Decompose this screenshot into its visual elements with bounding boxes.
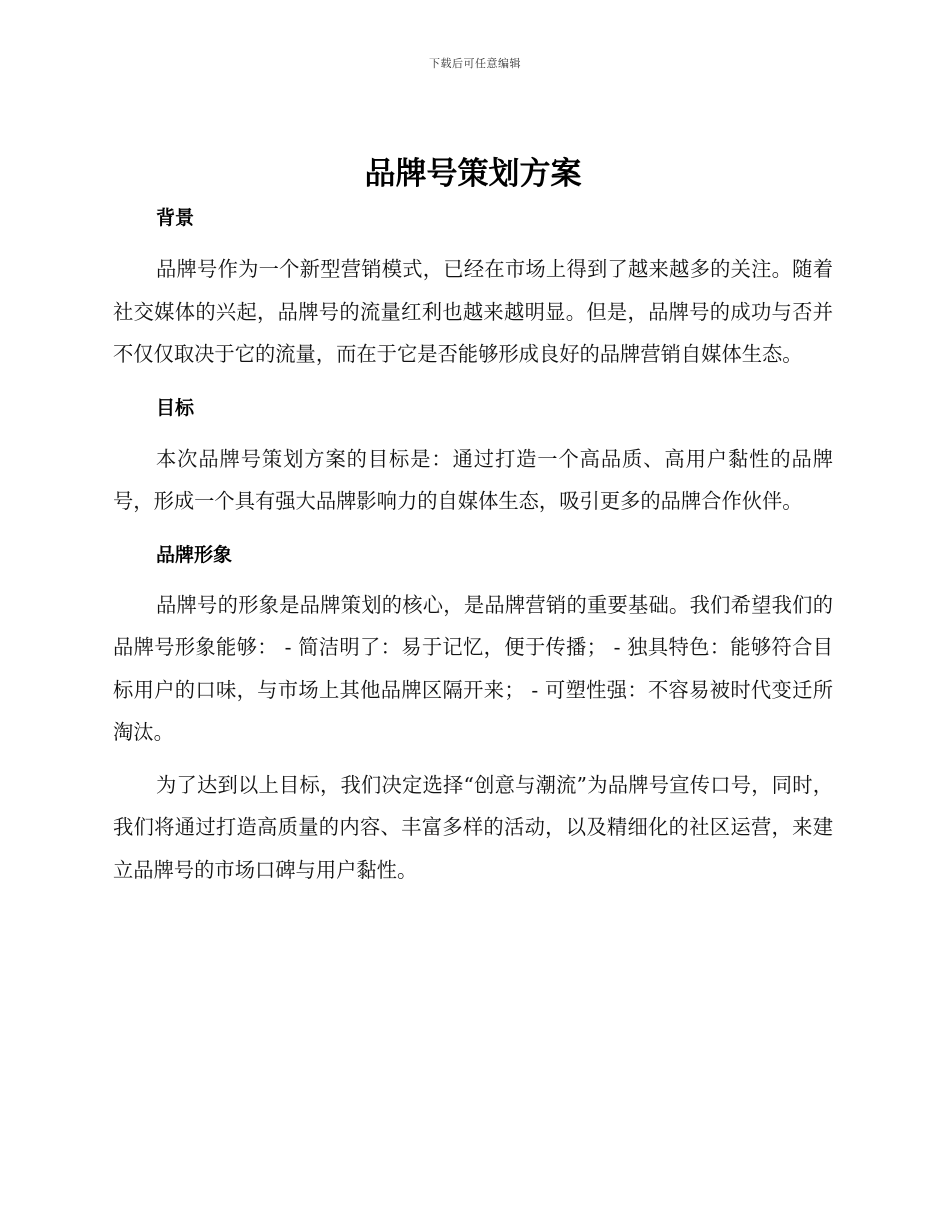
- paragraph-goal: 本次品牌号策划方案的目标是：通过打造一个高品质、高用户黏性的品牌号，形成一个具有强大品牌影响力的自媒体生态，吸引更多的品牌合作伙伴。: [113, 446, 833, 513]
- section-heading-brand-image: 品牌形象: [156, 543, 233, 566]
- section-heading-goal: 目标: [156, 396, 195, 419]
- paragraph-background: 品牌号作为一个新型营销模式，已经在市场上得到了越来越多的关注。随着社交媒体的兴起，品牌号的流量红利也越来越明显。但是，品牌号的成功与否并不仅仅取决于它的流量，而在于它是否能够形成良好的品牌营销自媒体生态。: [113, 257, 833, 366]
- document-body: [113, 150, 833, 891]
- section-heading-background: 背景: [156, 207, 195, 229]
- page-header-note: 下载后可任意编辑: [429, 57, 521, 70]
- paragraph-brand-image: 品牌号的形象是品牌策划的核心，是品牌营销的重要基础。我们希望我们的品牌号形象能够： - 简洁明了：易于记忆，便于传播； - 独具特色：能够符合目标用户的口味，与市场上其他品牌区隔开来； - 可塑性强：不容易被时代变迁所淘汰。: [113, 592, 833, 744]
- document-title: 品牌号策划方案: [364, 156, 582, 192]
- paragraph-slogan: 为了达到以上目标，我们决定选择“创意与潮流”为品牌号宣传口号，同时，我们将通过打造高质量的内容、丰富多样的活动，以及精细化的社区运营，来建立品牌号的市场口碑与用户黏性。: [113, 772, 833, 882]
